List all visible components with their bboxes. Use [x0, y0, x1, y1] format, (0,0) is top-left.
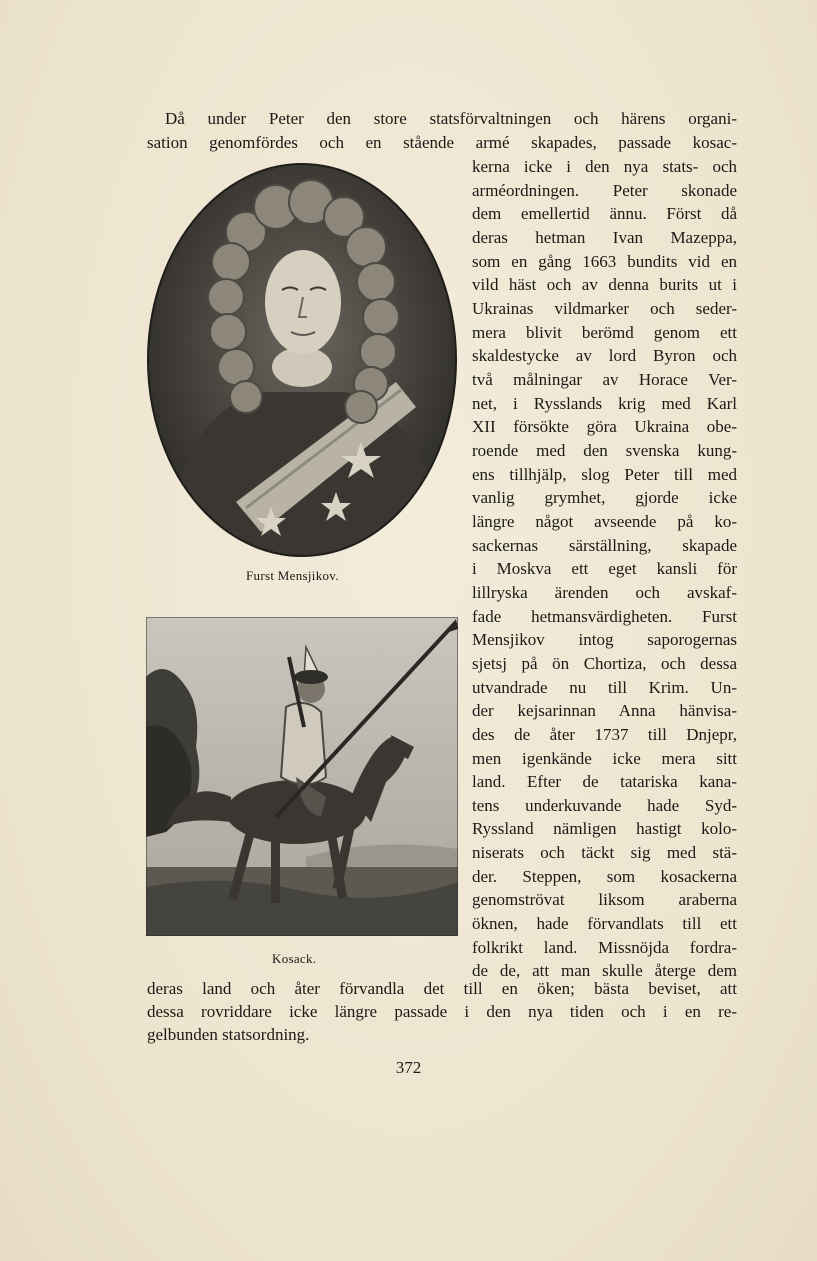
text-line: sackernas särställning, skapade [472, 535, 737, 555]
text-line: tens underkuvande hade Syd- [472, 795, 737, 815]
text-line: Ukrainas vildmarker och seder- [472, 298, 737, 318]
text-line: sjetsj på ön Chortiza, och dessa [472, 653, 737, 673]
text-line: XII försökte göra Ukraina obe- [472, 417, 737, 437]
cossack-image [146, 617, 458, 936]
text-line: land. Efter de tatariska kana- [472, 772, 737, 792]
text-line: utvandrade nu till Krim. Un- [472, 677, 737, 697]
text-line: roende med den svenska kung- [472, 440, 737, 460]
text-line: som en gång 1663 bundits vid en [472, 251, 737, 271]
text-line: vanlig grymhet, gjorde icke [472, 488, 737, 508]
text-line: skaldestycke av lord Byron och [472, 346, 737, 366]
text-line: niserats och täckt sig med stä- [472, 843, 737, 863]
portrait-figure [146, 162, 458, 558]
page-number: 372 [395, 1058, 422, 1077]
text-line: dem emellertid ännu. Först då [472, 204, 737, 224]
text-line: dessa rovriddare icke längre passade i den nya tiden och i en re- [147, 1002, 737, 1021]
text-line: der. Steppen, som kosackerna [472, 866, 737, 886]
text-line: vild häst och av denna burits ut i [472, 275, 737, 295]
text-line: lillryska ärenden och avskaf- [472, 582, 737, 602]
text-line: der kejsarinnan Anna hänvisa- [472, 701, 737, 721]
text-line: öknen, hade förvandlats till ett [472, 914, 737, 934]
text-line: mera blivit berömd genom ett [472, 322, 737, 342]
text-line: genomströvat liksom araberna [472, 890, 737, 910]
portrait-caption: Furst Mensjikov. [246, 568, 339, 583]
text-line: längre något avseende på ko- [472, 511, 737, 531]
text-line: arméordningen. Peter skonade [472, 180, 737, 200]
text-line: deras hetman Ivan Mazeppa, [472, 227, 737, 247]
text-line: fade hetmansvärdigheten. Furst [472, 606, 737, 626]
text-line: i Moskva ett eget kansli för [472, 559, 737, 579]
text-line: men igenkände icke mera sitt [472, 748, 737, 768]
text-line: de de, att man skulle återge dem [472, 961, 737, 981]
text-line: två målningar av Horace Ver- [472, 369, 737, 389]
text-line: ens tillhjälp, slog Peter till med [472, 464, 737, 484]
text-line: Mensjikov intog saporogernas [472, 630, 737, 650]
text-line: kerna icke i den nya stats- och [472, 157, 737, 176]
text-line: deras land och åter förvandla det till en öken; bästa beviset, att [147, 979, 737, 998]
portrait-image [146, 162, 458, 558]
text-line: Då under Peter den store statsförvaltningen och härens organi- [165, 109, 737, 128]
cossack-figure [146, 617, 458, 936]
text-line: des de åter 1737 till Dnjepr, [472, 724, 737, 744]
text-line: gelbunden statsordning. [147, 1025, 310, 1044]
text-line: sation genomfördes och en stående armé skapades, passade kosac- [147, 133, 737, 152]
cossack-caption: Kosack. [272, 951, 317, 966]
text-line: folkrikt land. Missnöjda fordra- [472, 937, 737, 957]
text-line: Ryssland nämligen hastigt kolo- [472, 819, 737, 839]
text-line: net, i Rysslands krig med Karl [472, 393, 737, 413]
